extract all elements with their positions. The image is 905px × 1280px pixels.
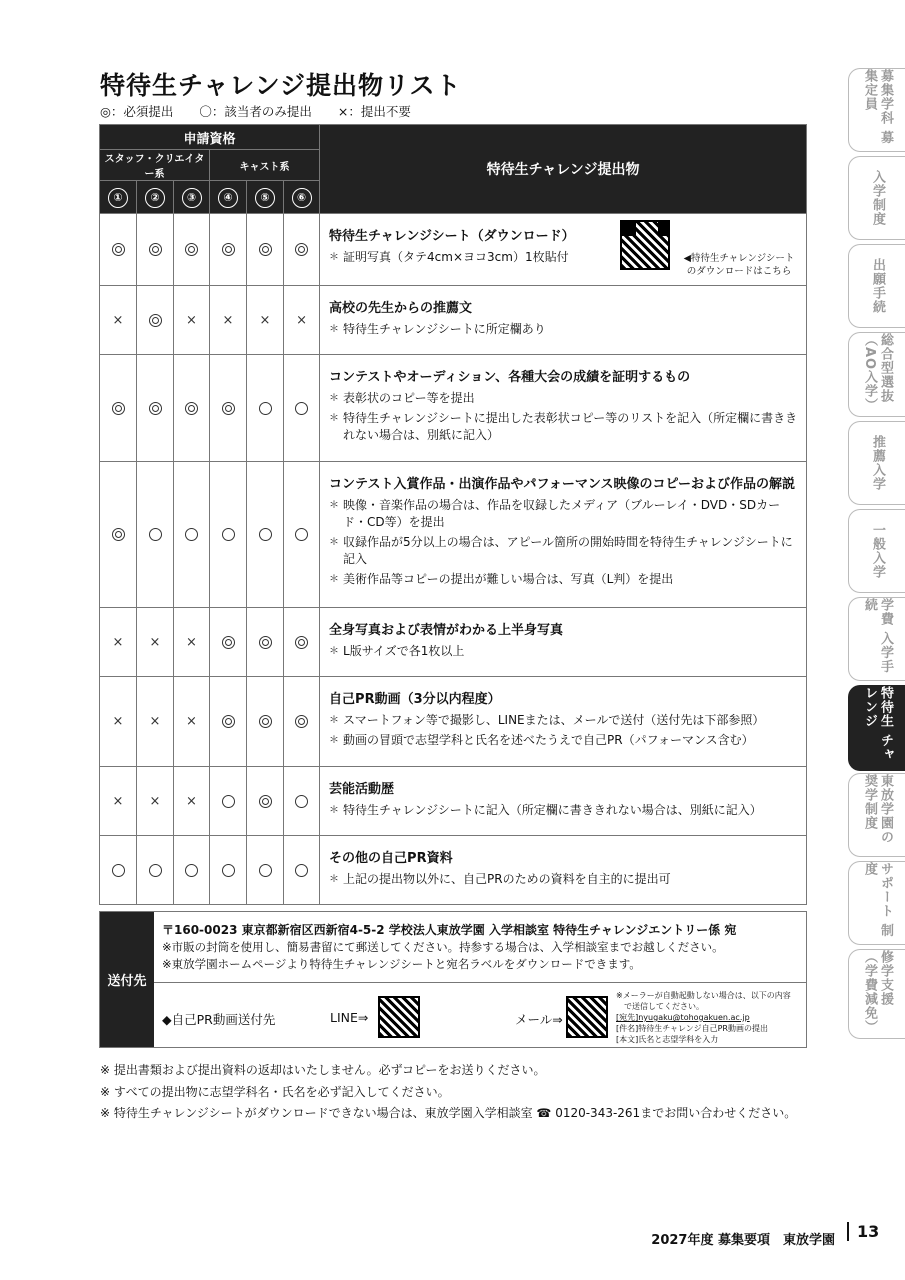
line-label: LINE⇒ (330, 1010, 369, 1025)
item-cell (320, 836, 807, 905)
send-to-box (99, 911, 807, 1048)
requirement-mark (174, 677, 210, 767)
item-title: 芸能活動歴 (329, 782, 395, 797)
footnote-3: ※ 特待生チャレンジシートがダウンロードできない場合は、東放学園入学相談室 ☎ 0120-343-261までお問い合わせください。 (100, 1106, 797, 1120)
footnote-1: ※ 提出書類および提出資料の返却はいたしません。必ずコピーをお送りください。 (100, 1063, 546, 1077)
requirement-mark (174, 214, 210, 286)
conditional-mark-icon (149, 864, 162, 877)
not-required-mark-icon: × (149, 793, 161, 809)
table-row (100, 836, 807, 905)
send-label: 送付先 (100, 912, 154, 1047)
not-required-mark-icon: × (222, 312, 234, 328)
number-label: ① (108, 188, 128, 208)
tab-6[interactable]: 一般入学 (848, 509, 905, 593)
not-required-mark-icon: × (112, 312, 124, 328)
table-row (100, 462, 807, 608)
header-cast: キャスト系 (210, 150, 320, 181)
number-label: ⑥ (292, 188, 312, 208)
mail-note-line: [本文]氏名と志望学科を入力 (616, 1035, 719, 1044)
header-item: 特待生チャレンジ提出物 (320, 125, 807, 214)
item-title: 自己PR動画（3分以内程度） (329, 692, 501, 707)
tab-5[interactable]: 推薦入学 (848, 421, 905, 505)
conditional-mark-icon (259, 402, 272, 415)
requirement-mark (247, 214, 284, 286)
requirement-mark (100, 767, 137, 836)
required-mark-icon (112, 402, 125, 415)
required-mark-icon (149, 243, 162, 256)
requirement-mark (137, 677, 174, 767)
requirement-mark (247, 286, 284, 355)
header-number-2 (137, 181, 174, 214)
required-mark-icon (222, 402, 235, 415)
send-address (162, 922, 736, 973)
conditional-mark-icon (259, 864, 272, 877)
item-note: ＊ 上記の提出物以外に、自己PRのための資料を自主的に提出可 (329, 871, 798, 888)
table-row (100, 608, 807, 677)
not-required-mark-icon: × (149, 714, 161, 729)
header-number-5 (247, 181, 284, 214)
page-number: 13 (847, 1222, 879, 1241)
requirement-mark (284, 355, 320, 462)
required-mark-icon (259, 243, 272, 256)
legend-not-required: ×：提出不要 (337, 104, 411, 119)
requirement-mark (247, 677, 284, 767)
tab-1[interactable]: 募集学科 募集定員 (848, 68, 905, 152)
requirement-mark (100, 462, 137, 608)
page-title: 特待生チャレンジ提出物リスト (100, 71, 462, 100)
required-mark-icon (112, 243, 125, 256)
requirement-mark (284, 462, 320, 608)
requirement-mark (137, 608, 174, 677)
mail-note-address[interactable]: [宛先]nyugaku@tohogakuen.ac.jp (616, 1013, 750, 1022)
requirement-mark (100, 286, 137, 355)
requirement-mark (174, 355, 210, 462)
requirement-mark (100, 836, 137, 905)
not-required-mark-icon: × (186, 312, 197, 328)
requirement-mark (210, 677, 247, 767)
requirement-mark (137, 767, 174, 836)
requirement-mark (284, 767, 320, 836)
table-row (100, 214, 807, 286)
tab-8[interactable]: 特待生 チャレンジ (848, 685, 905, 771)
item-note: ＊ L版サイズで各1枚以上 (329, 643, 798, 660)
required-mark-icon (295, 243, 308, 256)
mail-note-line: [件名]特待生チャレンジ自己PR動画の提出 (616, 1024, 768, 1033)
item-note: ＊ 証明写真（タテ4cm×ヨコ3cm）1枚貼付 (329, 249, 613, 266)
conditional-mark-icon (185, 528, 198, 541)
line-qr-code[interactable] (378, 996, 420, 1038)
conditional-mark-icon (295, 402, 308, 415)
required-mark-icon (149, 314, 162, 327)
conditional-mark-icon (149, 528, 162, 541)
tab-11[interactable]: 修学支援 （学費減免） (848, 949, 905, 1039)
item-title: コンテストやオーディション、各種大会の成績を証明するもの (329, 370, 691, 385)
requirement-mark (174, 286, 210, 355)
not-required-mark-icon: × (296, 312, 307, 328)
submission-table (99, 124, 807, 905)
send-note-1: ※市販の封筒を使用し、簡易書留にて郵送してください。持参する場合は、入学相談室までお越しください。 (162, 940, 724, 954)
required-mark-icon (222, 243, 235, 256)
item-cell (320, 608, 807, 677)
conditional-mark-icon (112, 864, 125, 877)
requirement-mark (284, 286, 320, 355)
legend-conditional: 〇：該当者のみ提出 (199, 104, 312, 119)
download-qr (620, 220, 800, 286)
item-note: ＊ 特待生チャレンジシートに提出した表彰状コピー等のリストを記入（所定欄に書ききれない場合は、別紙に記入） (329, 410, 798, 444)
item-title: その他の自己PR資料 (329, 851, 453, 866)
required-mark-icon (222, 715, 235, 728)
header-number-1 (100, 181, 137, 214)
not-required-mark-icon: × (186, 714, 197, 729)
requirement-mark (247, 836, 284, 905)
requirement-mark (210, 286, 247, 355)
tab-9[interactable]: 東放学園の 奨学制度 (848, 773, 905, 857)
requirement-mark (137, 355, 174, 462)
requirement-mark (174, 767, 210, 836)
table-row (100, 286, 807, 355)
tab-3[interactable]: 出願手続 (848, 244, 905, 328)
qr-code[interactable] (620, 220, 670, 270)
tab-10[interactable]: サポート 制度 (848, 861, 905, 945)
mail-note-line: ※メーラーが自動起動しない場合は、以下の内容 (616, 991, 791, 1000)
legend (100, 102, 433, 120)
required-mark-icon (222, 636, 235, 649)
tab-7[interactable]: 学費 入学手続 (848, 597, 905, 681)
number-label: ④ (218, 188, 238, 208)
item-note: ＊ スマートフォン等で撮影し、LINEまたは、メールで送付（送付先は下部参照） (329, 712, 798, 729)
item-note: ＊ 表彰状のコピー等を提出 (329, 390, 798, 407)
not-required-mark-icon: × (112, 634, 124, 650)
requirement-mark (100, 355, 137, 462)
requirement-mark (210, 767, 247, 836)
item-cell (320, 286, 807, 355)
item-note: ＊ 動画の冒頭で志望学科と氏名を述べたうえで自己PR（パフォーマンス含む） (329, 732, 798, 749)
required-mark-icon (259, 715, 272, 728)
requirement-mark (247, 767, 284, 836)
send-note-2: ※東放学園ホームページより特待生チャレンジシートと宛名ラベルをダウンロードできます。 (162, 957, 641, 971)
mail-label: メール⇒ (515, 1012, 563, 1027)
legend-required: ◎：必須提出 (100, 104, 174, 119)
number-label: ② (145, 188, 165, 208)
table-row (100, 767, 807, 836)
requirement-mark (284, 214, 320, 286)
requirement-mark (284, 677, 320, 767)
item-cell (320, 677, 807, 767)
table-row (100, 355, 807, 462)
requirement-mark (174, 836, 210, 905)
address-line: 〒160-0023 東京都新宿区西新宿4-5-2 学校法人東放学園 入学相談室 特待生チャレンジエントリー係 宛 (162, 923, 737, 937)
requirement-mark (210, 608, 247, 677)
header-staff: スタッフ・クリエイター系 (100, 150, 210, 181)
number-label: ③ (182, 188, 202, 208)
item-title: コンテスト入賞作品・出演作品やパフォーマンス映像のコピーおよび作品の解説 (329, 477, 795, 492)
header-number-4 (210, 181, 247, 214)
item-cell (320, 355, 807, 462)
requirement-mark (137, 286, 174, 355)
requirement-mark (284, 836, 320, 905)
item-note: ＊ 特待生チャレンジシートに記入（所定欄に書ききれない場合は、別紙に記入） (329, 802, 798, 819)
header-number-6 (284, 181, 320, 214)
not-required-mark-icon: × (149, 634, 161, 650)
divider (154, 982, 806, 983)
tab-4[interactable]: 総合型選抜（AO入学） (848, 332, 905, 417)
requirement-mark (247, 355, 284, 462)
requirement-mark (210, 836, 247, 905)
item-cell (320, 767, 807, 836)
table-row (100, 677, 807, 767)
required-mark-icon (112, 528, 125, 541)
requirement-mark (210, 462, 247, 608)
number-label: ⑤ (255, 188, 275, 208)
header-eligibility: 申請資格 (100, 125, 320, 150)
footer-text: 2027年度 募集要項 東放学園 (651, 1233, 835, 1248)
item-cell (320, 462, 807, 608)
header-number-3 (174, 181, 210, 214)
item-note: ＊ 収録作品が5分以上の場合は、アピール箇所の開始時間を特待生チャレンジシートに記入 (329, 534, 798, 568)
qr-caption: ◀特待生チャレンジシート のダウンロードはこちら (683, 253, 795, 277)
required-mark-icon (295, 715, 308, 728)
mail-qr-code[interactable] (566, 996, 608, 1038)
required-mark-icon (295, 636, 308, 649)
required-mark-icon (149, 402, 162, 415)
required-mark-icon (185, 402, 198, 415)
requirement-mark (210, 214, 247, 286)
requirement-mark (137, 214, 174, 286)
requirement-mark (247, 608, 284, 677)
requirement-mark (100, 608, 137, 677)
conditional-mark-icon (295, 795, 308, 808)
item-note: ＊ 映像・音楽作品の場合は、作品を収録したメディア（ブルーレイ・DVD・SDカード・CD等）を提出 (329, 497, 798, 531)
requirement-mark (100, 677, 137, 767)
conditional-mark-icon (259, 528, 272, 541)
requirement-mark (284, 608, 320, 677)
not-required-mark-icon: × (112, 793, 124, 809)
requirement-mark (137, 836, 174, 905)
requirement-mark (174, 608, 210, 677)
required-mark-icon (185, 243, 198, 256)
required-mark-icon (259, 636, 272, 649)
requirement-mark (247, 462, 284, 608)
not-required-mark-icon: × (186, 793, 197, 809)
conditional-mark-icon (222, 864, 235, 877)
not-required-mark-icon: × (186, 634, 197, 650)
mail-note (616, 990, 791, 1045)
conditional-mark-icon (222, 528, 235, 541)
item-cell (320, 214, 807, 286)
pr-video-label: ◆自己PR動画送付先 (162, 1012, 276, 1027)
item-note: ＊ 美術作品等コピーの提出が難しい場合は、写真（L判）を提出 (329, 571, 798, 588)
requirement-mark (174, 462, 210, 608)
required-mark-icon (259, 795, 272, 808)
tab-2[interactable]: 入学制度 (848, 156, 905, 240)
not-required-mark-icon: × (259, 312, 271, 328)
conditional-mark-icon (222, 795, 235, 808)
requirement-mark (210, 355, 247, 462)
requirement-mark (137, 462, 174, 608)
item-title: 特待生チャレンジシート（ダウンロード） (329, 229, 575, 244)
item-title: 全身写真および表情がわかる上半身写真 (329, 623, 564, 638)
requirement-mark (100, 214, 137, 286)
item-note: ＊ 特待生チャレンジシートに所定欄あり (329, 321, 798, 338)
conditional-mark-icon (295, 528, 308, 541)
mail-note-line: で送信してください。 (616, 1002, 704, 1011)
conditional-mark-icon (185, 864, 198, 877)
not-required-mark-icon: × (112, 714, 124, 729)
conditional-mark-icon (295, 864, 308, 877)
item-title: 高校の先生からの推薦文 (329, 301, 473, 316)
footnote-2: ※ すべての提出物に志望学科名・氏名を必ず記入してください。 (100, 1085, 450, 1099)
